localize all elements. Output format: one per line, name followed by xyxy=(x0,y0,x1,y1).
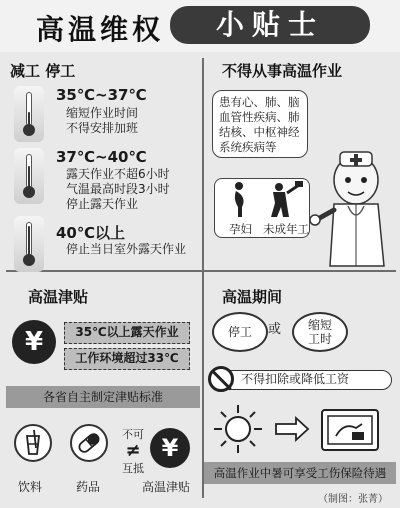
drink-icon xyxy=(14,424,52,462)
temp-note: 气温最高时段3小时 xyxy=(66,182,170,196)
no-wage-cut-bar xyxy=(210,370,392,390)
label-medicine: 药品 xyxy=(76,480,101,494)
sun-icon xyxy=(214,405,262,453)
not-offset-group xyxy=(118,426,148,475)
pregnant-woman-icon xyxy=(215,179,311,221)
bubble-line: 血管性疾病、肺 xyxy=(219,110,300,124)
bubble-line: 患有心、肺、脑 xyxy=(219,95,300,109)
no-wage-cut-text: 不得扣除或降低工资 xyxy=(241,372,350,386)
thermometer-icon xyxy=(14,216,44,272)
prohibited-groups-box xyxy=(214,178,310,238)
arrow-icon xyxy=(276,418,308,440)
title-bar xyxy=(0,0,400,52)
yen-icon: ¥ xyxy=(12,320,56,364)
not-offset-top: 不可 xyxy=(122,428,144,441)
group-label-pregnant: 孕妇 xyxy=(229,222,252,236)
temp-range-3: 40℃以上 xyxy=(56,224,126,242)
thermometer-icon xyxy=(14,86,44,142)
option-shorten-hours xyxy=(292,312,348,352)
thermometer-icon xyxy=(14,148,44,204)
temp-range-2: 37℃~40℃ xyxy=(56,148,147,166)
insurance-banner: 高温作业中暑可享受工伤保险待遇 xyxy=(204,462,396,484)
section-heading-period: 高温期间 xyxy=(222,288,283,306)
horizontal-divider xyxy=(6,270,396,272)
subsidy-condition: 工作环境超过33℃ xyxy=(64,348,190,370)
option-shorten-line1: 缩短 xyxy=(307,318,332,332)
doctor-icon xyxy=(310,150,394,270)
page-title: 高温维权 xyxy=(36,13,165,46)
subsidy-standard-banner: 各省自主制定津贴标准 xyxy=(6,386,200,408)
section-heading-reduce-stop: 减工 停工 xyxy=(10,62,76,80)
section-heading-prohibited: 不得从事高温作业 xyxy=(222,62,343,80)
yen-icon: ¥ xyxy=(150,428,190,468)
subsidy-condition: 35℃以上露天作业 xyxy=(64,322,190,344)
bubble-line: 结核、中枢神经 xyxy=(219,125,300,139)
prohibited-icon xyxy=(208,366,234,392)
credit: （制图：张菁） xyxy=(318,494,388,505)
temp-note: 停止露天作业 xyxy=(66,197,139,211)
temp-note: 停止当日室外露天作业 xyxy=(66,242,187,256)
speech-bubble xyxy=(212,90,308,158)
temp-note: 露天作业不超6小时 xyxy=(66,167,170,181)
option-stop-work xyxy=(212,312,268,352)
bubble-line: 系统疾病等 xyxy=(219,140,277,154)
sun-to-insurance-icon xyxy=(212,402,388,456)
not-offset-bottom: 互抵 xyxy=(122,462,144,475)
option-shorten-line2: 工时 xyxy=(307,332,332,346)
option-stop-work-label: 停工 xyxy=(227,325,252,339)
not-equal-icon: ≠ xyxy=(125,440,141,461)
label-subsidy: 高温津贴 xyxy=(142,480,191,494)
or-text: 或 xyxy=(268,322,282,337)
temp-note: 不得安排加班 xyxy=(66,121,139,135)
section-heading-subsidy: 高温津贴 xyxy=(28,288,89,306)
pill-icon xyxy=(70,424,108,462)
group-label-minor: 未成年工 xyxy=(263,222,309,236)
label-drinks: 饮料 xyxy=(18,480,43,494)
vertical-divider xyxy=(202,58,204,498)
title-tag: 小贴士 xyxy=(170,6,370,44)
insurance-card-icon xyxy=(322,410,378,450)
temp-note: 缩短作业时间 xyxy=(66,106,139,120)
temp-range-1: 35℃~37℃ xyxy=(56,86,147,104)
